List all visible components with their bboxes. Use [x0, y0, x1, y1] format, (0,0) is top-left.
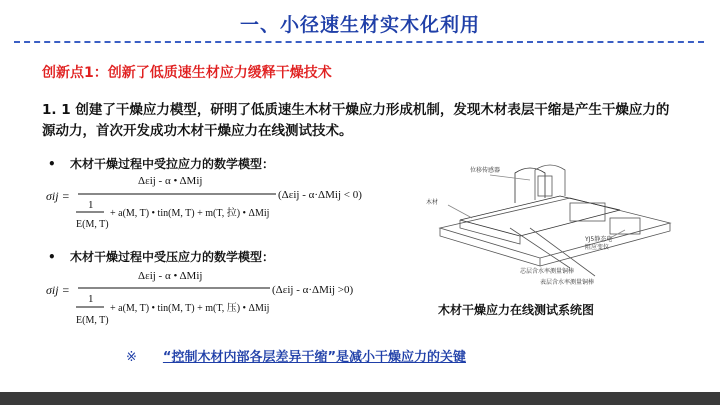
stress-test-apparatus-diagram [420, 158, 685, 288]
label-wood: 木材 [426, 199, 439, 206]
formula2-lhs: σij = [46, 283, 70, 297]
key-note [126, 346, 466, 365]
slide-title: 一、小径速生材实木化利用 [239, 14, 480, 36]
sensor-frame [515, 168, 545, 203]
figure-caption: 木材干燥应力在线测试系统图 [438, 303, 595, 317]
key-note-text: “控制木材内部各层差异干缩”是减小干燥应力的关键 [162, 350, 466, 365]
formula1-lhs: σij = [46, 189, 70, 203]
formula1-terms: + a(M, T) • tin(M, T) + m(T, 拉) • ΔMij [110, 208, 270, 219]
innovation-heading: 创新点1：创新了低质速生材应力缓释干燥技术 [42, 65, 332, 81]
bullet-dot: • [48, 250, 56, 264]
formula1-e: E(M, T) [76, 219, 109, 230]
bullet-label: 木材干燥过程中受压应力的数学模型： [70, 250, 275, 264]
formula2-terms: + a(M, T) • tin(M, T) + m(T, 压) • ΔMij [110, 303, 270, 314]
label-gauge-2: 阻应变仪 [585, 244, 610, 251]
formula2-one: 1 [88, 293, 94, 305]
bullet-label: 木材干燥过程中受拉应力的数学模型： [70, 157, 275, 171]
formula1-condition: (Δεij - α·ΔMij < 0) [278, 189, 362, 201]
bullet-dot: • [48, 157, 56, 171]
formula1-numerator: Δεij - α • ΔMij [138, 175, 203, 187]
apparatus-base [440, 198, 670, 258]
label-core-rod: 芯层含水率测量铜棒 [520, 268, 575, 275]
formula1-one: 1 [88, 199, 94, 211]
label-gauge-1: YJ5静态电 [585, 236, 613, 243]
formula2-condition: (Δεij - α·ΔMij >0) [272, 284, 354, 296]
wood-sample [460, 196, 620, 236]
innovation-paragraph: 1. 1 创建了干燥应力模型，研明了低质速生木材干燥应力形成机制，发现木材表层干缩是产生干燥应力的源动力，首次开发成功木材干燥应力在线测试技术。 [42, 102, 670, 139]
footer-bar [0, 392, 720, 405]
label-displacement-sensor: 位移传感器 [470, 167, 501, 174]
label-surface-rod: 表层含水率测量铜棒 [540, 279, 595, 286]
bullet-compression-model [48, 248, 274, 265]
reference-mark-icon: ※ [126, 350, 137, 365]
formula2-e: E(M, T) [76, 315, 109, 326]
formula2-numerator: Δεij - α • ΔMij [138, 270, 203, 282]
